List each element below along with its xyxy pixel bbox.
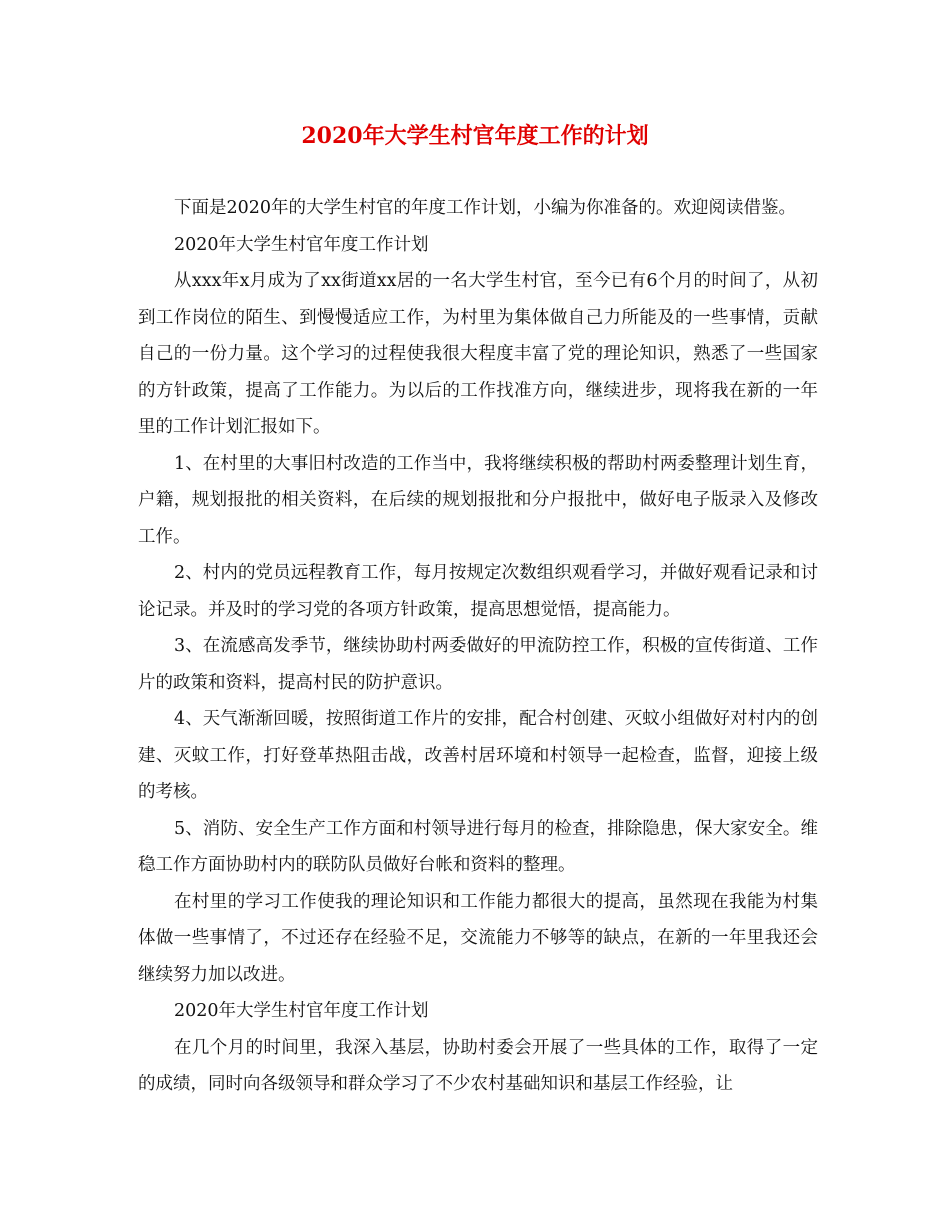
paragraph-item-2: 2、村内的党员远程教育工作，每月按规定次数组织观看学习，并做好观看记录和讨论记录。并及时的学习党的各项方针政策，提高思想觉悟，提高能力。	[138, 563, 818, 620]
paragraph-subheading: 2020年大学生村官年度工作计划	[174, 234, 429, 255]
paragraph-item-3: 3、在流感高发季节，继续协助村两委做好的甲流防控工作，积极的宣传街道、工作片的政策和资料，提高村民的防护意识。	[138, 636, 818, 693]
paragraph-item-5: 5、消防、安全生产工作方面和村领导进行每月的检查，排除隐患，保大家安全。维稳工作方面协助村内的联防队员做好台帐和资料的整理。	[138, 818, 818, 875]
document-title: 2020年大学生村官年度工作的计划	[301, 123, 649, 149]
paragraph-item-1: 1、在村里的大事旧村改造的工作当中，我将继续积极的帮助村两委整理计划生育，户籍，规划报批的相关资料，在后续的规划报批和分户报批中，做好电子版录入及修改工作。	[138, 453, 818, 547]
paragraph-conclusion: 在村里的学习工作使我的理论知识和工作能力都很大的提高，虽然现在我能为村集体做一些事情了，不过还存在经验不足，交流能力不够等的缺点，在新的一年里我还会继续努力加以改进。	[138, 891, 818, 985]
paragraph-continuation: 在几个月的时间里，我深入基层，协助村委会开展了一些具体的工作，取得了一定的成绩，同时向各级领导和群众学习了不少农村基础知识和基层工作经验，让	[138, 1037, 818, 1094]
paragraph-intro: 下面是2020年的大学生村官的年度工作计划，小编为你准备的。欢迎阅读借鉴。	[174, 198, 797, 218]
paragraph-item-4: 4、天气渐渐回暖，按照街道工作片的安排，配合村创建、灭蚊小组做好对村内的创建、灭蚊工作，打好登革热阻击战，改善村居环境和村领导一起检查，监督，迎接上级的考核。	[138, 709, 818, 802]
document-body	[138, 190, 818, 1103]
paragraph-summary: 从xxx年x月成为了xx街道xx居的一名大学生村官，至今已有6个月的时间了，从初到工作岗位的陌生、到慢慢适应工作，为村里为集体做自己力所能及的一些事情，贡献自己的一份力量。这个学习的过程使我很大程度丰富了党的理论知识，熟悉了一些国家的方针政策，提高了工作能力。为以后的工作找准方向，继续进步，现将我在新的一年里的工作计划汇报如下。	[138, 271, 818, 437]
paragraph-subheading-2: 2020年大学生村官年度工作计划	[174, 1001, 429, 1021]
